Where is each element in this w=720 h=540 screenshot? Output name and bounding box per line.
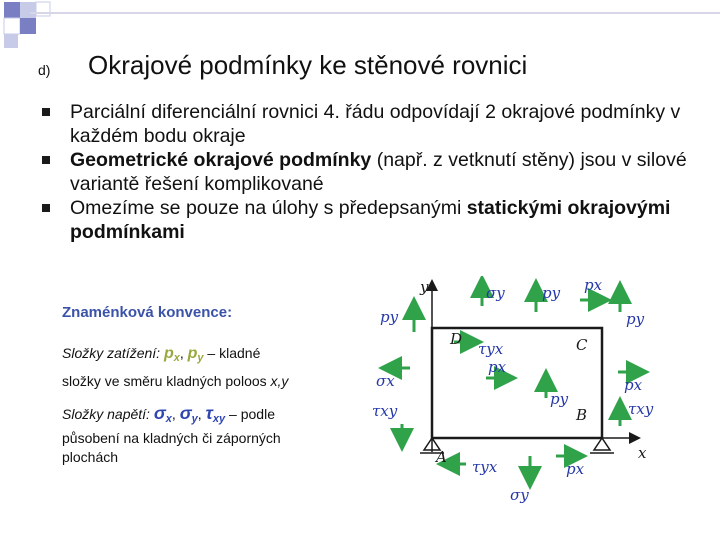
convention-heading: Znaménková konvence: (62, 304, 233, 321)
sigma-x-symbol: $\sigma_x$ (153, 403, 172, 425)
corner-label-a: A (436, 448, 447, 466)
px-symbol: $p_x$ (163, 345, 180, 364)
py-symbol: $p_y$ (187, 345, 204, 364)
label-px-right: px (624, 376, 643, 394)
corner-label-d: D (450, 330, 463, 348)
sigma-y-symbol: $\sigma_y$ (179, 403, 198, 425)
stress-components-text: Složky napětí: $\sigma_x$, $\sigma_y$, $\tau_{xy}$ – podle působení na kladných či záporných plochách (62, 403, 281, 465)
page-title: Okrajové podmínky ke stěnové rovnici (88, 50, 528, 80)
tau-xy-symbol: $\tau_{xy}$ (205, 403, 226, 425)
section-label: d) (38, 62, 51, 78)
label-py-top: py (542, 284, 561, 302)
corner-label-b: B (576, 406, 588, 424)
bullet-text: Parciální diferenciální rovnici 4. řádu odpovídají 2 okrajové podmínky v každém bodu okraje (70, 101, 681, 147)
bullet-item (40, 100, 700, 148)
label-sigma-x-left: σx (376, 372, 395, 390)
label-py-right: py (626, 310, 645, 328)
support-b-icon (594, 438, 610, 450)
label-px-top: px (584, 276, 603, 294)
bullet-square-icon (42, 108, 50, 116)
bullet-square-icon (42, 204, 50, 212)
label-tau-xy-right: τxy (628, 400, 654, 418)
label-py-inner: py (550, 390, 569, 408)
bullet-bold-text: Geometrické okrajové podmínky (70, 149, 372, 171)
label-sigma-y-top: σy (486, 284, 505, 302)
label-tau-yx-inner: τyx (478, 340, 504, 358)
bullet-item (40, 148, 700, 196)
label-sigma-y-bottom: σy (510, 486, 529, 504)
load-components-text: Složky zatížení: $p_x$, $p_y$ – kladné složky ve směru kladných poloos x,y (62, 345, 289, 389)
corner-label-c: C (576, 336, 588, 354)
bullet-square-icon (42, 156, 50, 164)
label-px-bottom: px (566, 460, 585, 478)
axis-x-label: x (638, 444, 647, 462)
label-py-left: py (380, 308, 399, 326)
header-rule (30, 12, 720, 14)
bullet-text: (např. z vetknutí stěny) jsou v silové variantě řešení komplikované (70, 149, 687, 195)
bullet-item (40, 196, 700, 244)
bullet-text: Omezíme se pouze na úlohy s předepsanými (70, 197, 467, 219)
label-tau-yx-bottom: τyx (472, 458, 498, 476)
bullet-list (40, 100, 700, 244)
label-px-inner: px (488, 358, 507, 376)
corner-decoration (0, 0, 80, 50)
sign-convention-diagram (370, 276, 710, 504)
bullet-bold-text: statickými okrajovými podmínkami (70, 197, 671, 243)
label-tau-xy-left: τxy (372, 402, 398, 420)
axis-y-label: y (420, 278, 429, 296)
